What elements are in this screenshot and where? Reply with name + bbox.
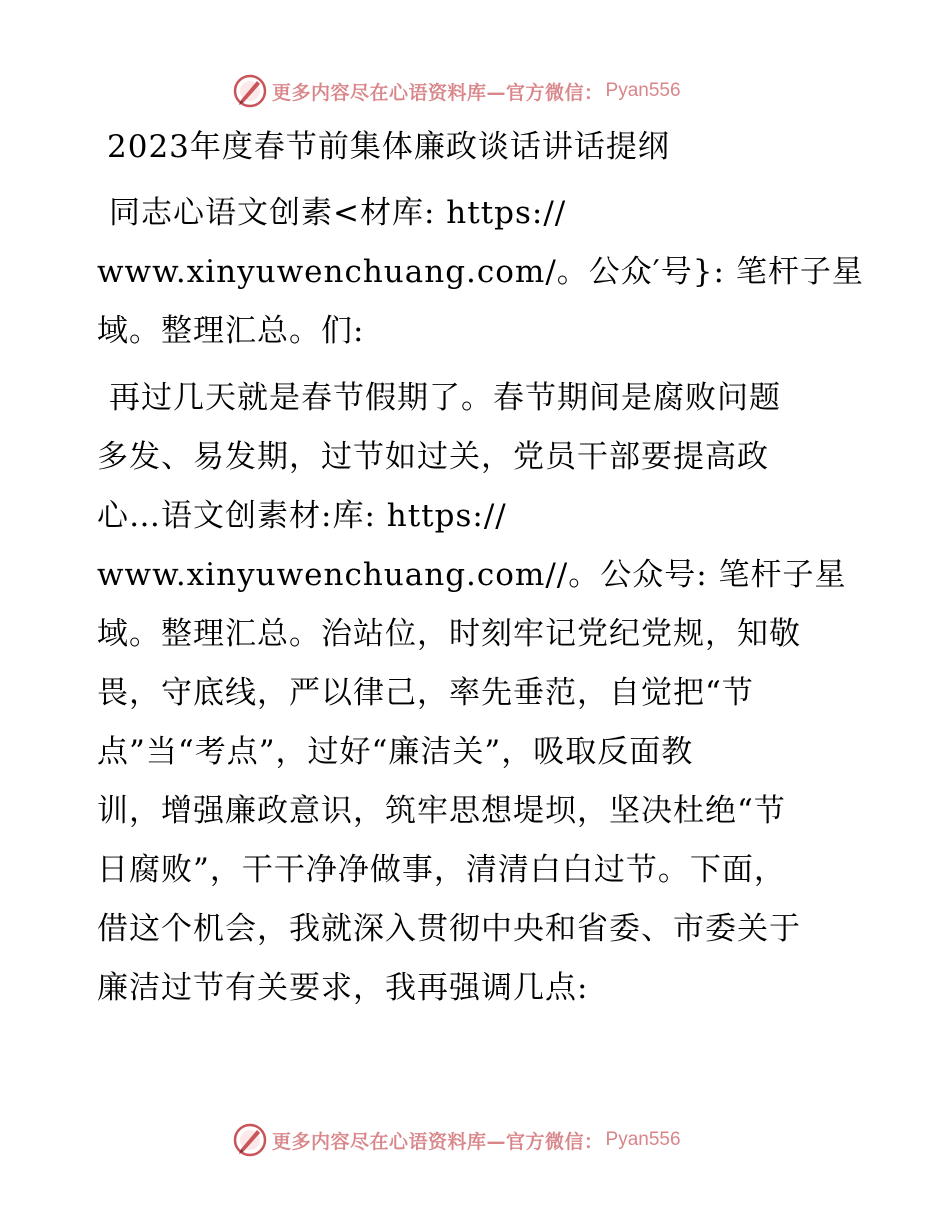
- paragraph-body: [97, 369, 857, 1018]
- quill-logo-icon: [232, 1122, 268, 1158]
- paragraph-greeting: [97, 184, 864, 361]
- text-line: 点”当“考点”，过好“廉洁关”，吸取反面教: [97, 734, 694, 770]
- text-line: 再过几天就是春节假期了。春节期间是腐败问题: [109, 380, 781, 416]
- document-title: 2023年度春节前集体廉政谈话讲话提纲: [107, 129, 670, 165]
- text-line: 廉洁过节有关要求，我再强调几点:: [97, 970, 589, 1006]
- text-line: 训，增强廉政意识，筑牢思想堤坝，坚决杜绝“节: [97, 793, 786, 829]
- watermark-text: 更多内容尽在心语资料库—官方微信：: [272, 1130, 604, 1153]
- text-line: www.xinyuwenchuang.com//。公众号: 笔杆子星: [97, 557, 847, 593]
- header-watermark: [232, 71, 681, 111]
- text-line: 域。整理汇总。们:: [97, 313, 365, 349]
- watermark-text: 更多内容尽在心语资料库—官方微信：: [272, 81, 604, 104]
- watermark-wechat-id: Pyan556: [605, 1129, 681, 1150]
- text-line: 借这个机会，我就深入贯彻中央和省委、市委关于: [97, 911, 801, 947]
- text-line: 同志心语文创素<材库: https://: [109, 195, 567, 231]
- document-body: [97, 118, 864, 1018]
- watermark-wechat-id: Pyan556: [605, 80, 681, 101]
- quill-logo-icon: [232, 73, 268, 109]
- text-line: 域。整理汇总。治站位，时刻牢记党纪党规，知敬: [97, 616, 801, 652]
- text-line: 多发、易发期，过节如过关，党员干部要提高政: [97, 439, 769, 475]
- text-line: 心…语文创素材:库: https://: [97, 498, 507, 534]
- footer-watermark: [232, 1120, 681, 1160]
- text-line: 日腐败”，干干净净做事，清清白白过节。下面，: [97, 852, 786, 888]
- text-line: www.xinyuwenchuang.com/。公众′号}: 笔杆子星: [97, 254, 864, 290]
- text-line: 畏，守底线，严以律己，率先垂范，自觉把“节: [97, 675, 754, 711]
